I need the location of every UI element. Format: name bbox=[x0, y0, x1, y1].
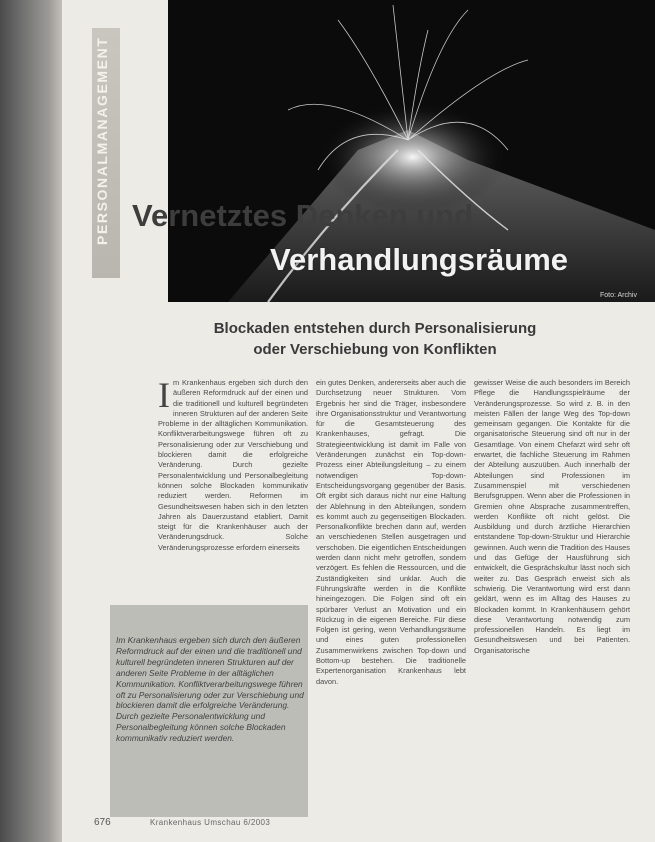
headline-line-2: Verhandlungsräume bbox=[270, 242, 569, 277]
subheadline-line-1: Blockaden entstehen durch Personalisierung bbox=[213, 320, 537, 337]
pull-quote-text: Im Krankenhaus ergeben sich durch den äußeren Reformdruck auf der einen und die traditionell und kulturell begründeten inneren Strukturen auf der anderen Seite Probleme in der alltäglichen Kommunikation. Konfliktverarbeitungswege führen oft zu Personalisierung oder zur Verschiebung und blockieren damit die erfolgreiche Veränderung. Durch gezielte Personalentwicklung und Personalbegleitung können solche Blockaden kommunikativ reduziert werden. bbox=[116, 635, 304, 744]
headline-line-1: Vernetztes Denken und bbox=[132, 198, 474, 233]
text-column-1-body: m Krankenhaus ergeben sich durch den äußeren Reformdruck auf der einen und die traditionell und kulturell begründeten inneren Strukturen auf der anderen Seite Probleme in der alltäglichen Kommunikation. Konfliktverarbeitungswege führen oft zu Personalisierung oder zur Verschiebung und blockieren damit die erfolgreiche Veränderung. Durch gezielte Personalentwicklung und Personalbegleitung können solche Blockaden kommunikativ reduziert werden. Reformen im Gesundheitswesen haben sich in den letzten Jahren als Dauerzustand etabliert. Damit steigt für die Krankenhäuser auch der Veränderungsdruck. Solche Veränderungsprozesse erfordern einerseits bbox=[158, 378, 308, 552]
drop-cap: I bbox=[158, 378, 170, 415]
text-column-3: gewisser Weise die auch besonders im Bereich Pflege die Handlungsspielräume der Veränderungsprozesse. So wird z. B. in den meisten Fällen der lange Weg des Top-down gemeinsam gegangen. Die Kontakte für die organisatorische Steuerung sind oft nur in der Gesamtlage. Von einem Chefarzt wird sehr oft erwartet, die fachliche Steuerung im Rahmen der Abteilung auszuüben. Auch innerhalb der Abteilungen sind Professionen im Zusammenspiel mit verschiedenen Berufsgruppen. Wenn aber die Professionen in Gremien ohne Absprache zusammentreffen, werden Konflikte oft nicht gelöst. Die Ausbildung und durch ärztliche Hierarchien entstandene Top-down-Struktur und Hierarchie gewinnen. Auch wenn die Tradition des Hauses und das Gefüge der Hausführung sich entwickelt, die Gesprächskultur lässt noch sich weiter zu. Das Gespräch erweist sich als schwierig. Die Verantwortung wird erst dann geklärt, wenn es im Alltag des Hauses zu Blockaden kommt. In Krankenhäusern gehört diese Verantwortung notwendig zum professionellen Handeln. Es liegt im Gesundheitswesen und bei Patienten. Organisatorische bbox=[474, 378, 630, 655]
page-number: 676 bbox=[94, 817, 111, 828]
photo-credit: Foto: Archiv bbox=[600, 292, 637, 299]
text-column-1 bbox=[158, 378, 308, 600]
text-column-2: ein gutes Denken, andererseits aber auch die Durchsetzung neuer Strukturen. Vom Ergebnis her sind die Träger, insbesondere ihre Organisationsstruktur und Verantwortung für die Gesamtsteuerung des Krankenhauses, gefragt. Die Strategieentwicklung ist damit im Falle von Veränderungen zunächst ein Top-down-Prozess einer Abteilungsleitung – zu einem notwendigen Top-down-Entscheidungsvorgang gegenüber der Basis. Oft ergibt sich daraus nicht nur eine Haltung der Ablehnung in den Abteilungen, sondern es kommt auch zu gegenseitigen Blockaden. Personalkonflikte brechen dann auf, werden an verschiedenen Stellen ausgetragen und verschoben. Die eigentlichen Entscheidungen werden dann nicht mehr getroffen, sondern verzögert. Es fehlen die Ressourcen, und die Zuständigkeiten sind unklar. Auch die Führungskräfte werden in die Konflikte hineingezogen. Die Folgen sind oft ein spürbarer Verlust an Motivation und ein Rückzug in die eigenen Bereiche. Für diese Folgen ist gering, wenn Verhandlungsräume und eines guten professionellen Zusammenwirkens zwischen Top-down und Bottom-up bestehen. Die traditionelle Expertenorganisation Krankenhaus lebt davon. bbox=[316, 378, 466, 686]
subheadline-line-2: oder Verschiebung von Konflikten bbox=[253, 341, 497, 358]
subheadline bbox=[160, 318, 590, 360]
section-label: PERSONALMANAGEMENT bbox=[94, 36, 110, 245]
magazine-issue: Krankenhaus Umschau 6/2003 bbox=[150, 818, 271, 827]
page-binding-shadow bbox=[0, 0, 70, 842]
